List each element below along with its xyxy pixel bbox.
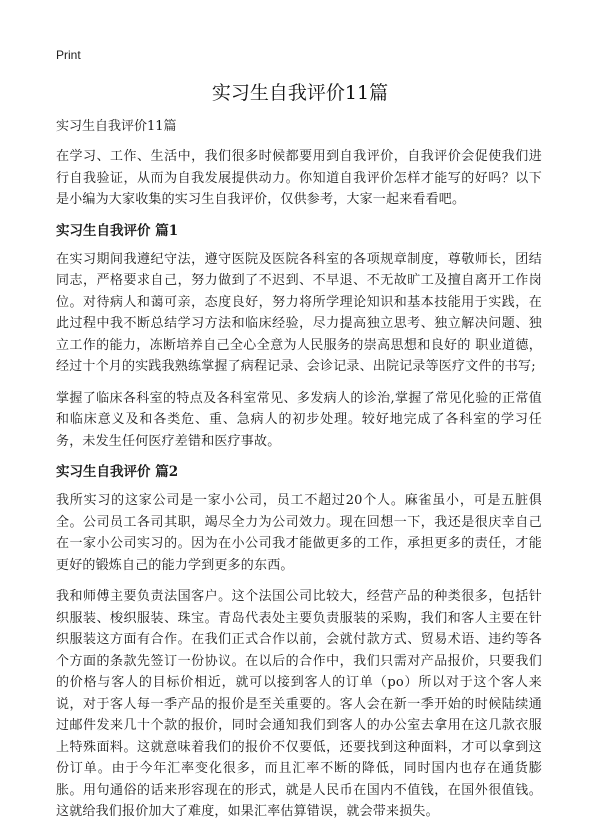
section-heading-2: 实习生自我评价 篇2 [56,464,179,480]
page-title: 实习生自我评价11篇 [211,82,389,104]
section-heading-1: 实习生自我评价 篇1 [56,222,179,239]
section-2-paragraph-1: 我所实习的这家公司是一家小公司，员工不超过20个人。麻雀虽小，可是五脏俱全。公司员工各司其职，竭尽全力为公司效力。现在回想一下，我还是很庆幸自己在一家小公司实习的。因为在小公司我才能做更多的工作，承担更多的责任，才能更好的锻炼自己的能力学到更多的东西。 [56,493,542,573]
intro-paragraph: 在学习、工作、生活中，我们很多时候都要用到自我评价，自我评价会促使我们进行自我验证，从而为自我发展提供动力。你知道自我评价怎样才能写的好吗？以下是小编为大家收集的实习生自我评价，仅供参考，大家一起来看看吧。 [56,149,542,207]
section-1-paragraph-1: 在实习期间我遵纪守法，遵守医院及医院各科室的各项规章制度，尊敬师长，团结同志，严格要求自己，努力做到了不迟到、不早退、不无故旷工及擅自离开工作岗位。对待病人和蔼可亲，态度良好，努力将所学理论知识和基本技能用于实践，在此过程中我不断总结学习方法和临床经验，尽力提高独立思考、独立解决问题、独立工作的能力，冻断培养自己全心全意为人民服务的崇高思想和良好的 职业道德，经过十个月的实践我熟练掌握了病程记录、会诊记录、出院记录等医疗文件的书写; [56,251,542,374]
print-link[interactable]: Print [56,48,81,62]
section-2-paragraph-2: 我和师傅主要负责法国客户。这个法国公司比较大，经营产品的种类很多，包括针织服装、梭织服装、珠宝。青岛代表处主要负责服装的采购，我们和客人主要在针织服装这方面有合作。在我们正式合作以前，会就付款方式、贸易术语、违约等各个方面的条款先签订一份协议。在以后的合作中，我们只需对产品报价，只要我们的价格与客人的目标价相近，就可以接到客人的订单（po）所以对于这个客人来说，对于客人每一季产品的报价是至关重要的。客人会在新一季开始的时候陆续通过邮件发来几十个款的报价，同时会通知我们到客人的办公室去拿用在这几款衣服上特殊面料。这就意味着我们的报价不仅要低，还要找到这种面料，才可以拿到这份订单。由于今年汇率变化很多，而且汇率不断的降低，同时国内也存在通货膨胀。用句通俗的话来形容现在的形式，就是人民币在国内不值钱，在国外很值钱。这就给我们报价加大了难度，如果汇率估算错误，就会带来损失。 [56,589,542,819]
document-subtitle: 实习生自我评价11篇 [56,119,177,134]
document-body [56,118,542,833]
section-1-paragraph-2: 掌握了临床各科室的特点及各科室常见、多发病人的诊治,掌握了常见化验的正常值和临床意义及和各类危、重、急病人的初步处理。较好地完成了各科室的学习任务，未发生任何医疗差错和医疗事故。 [56,390,542,449]
